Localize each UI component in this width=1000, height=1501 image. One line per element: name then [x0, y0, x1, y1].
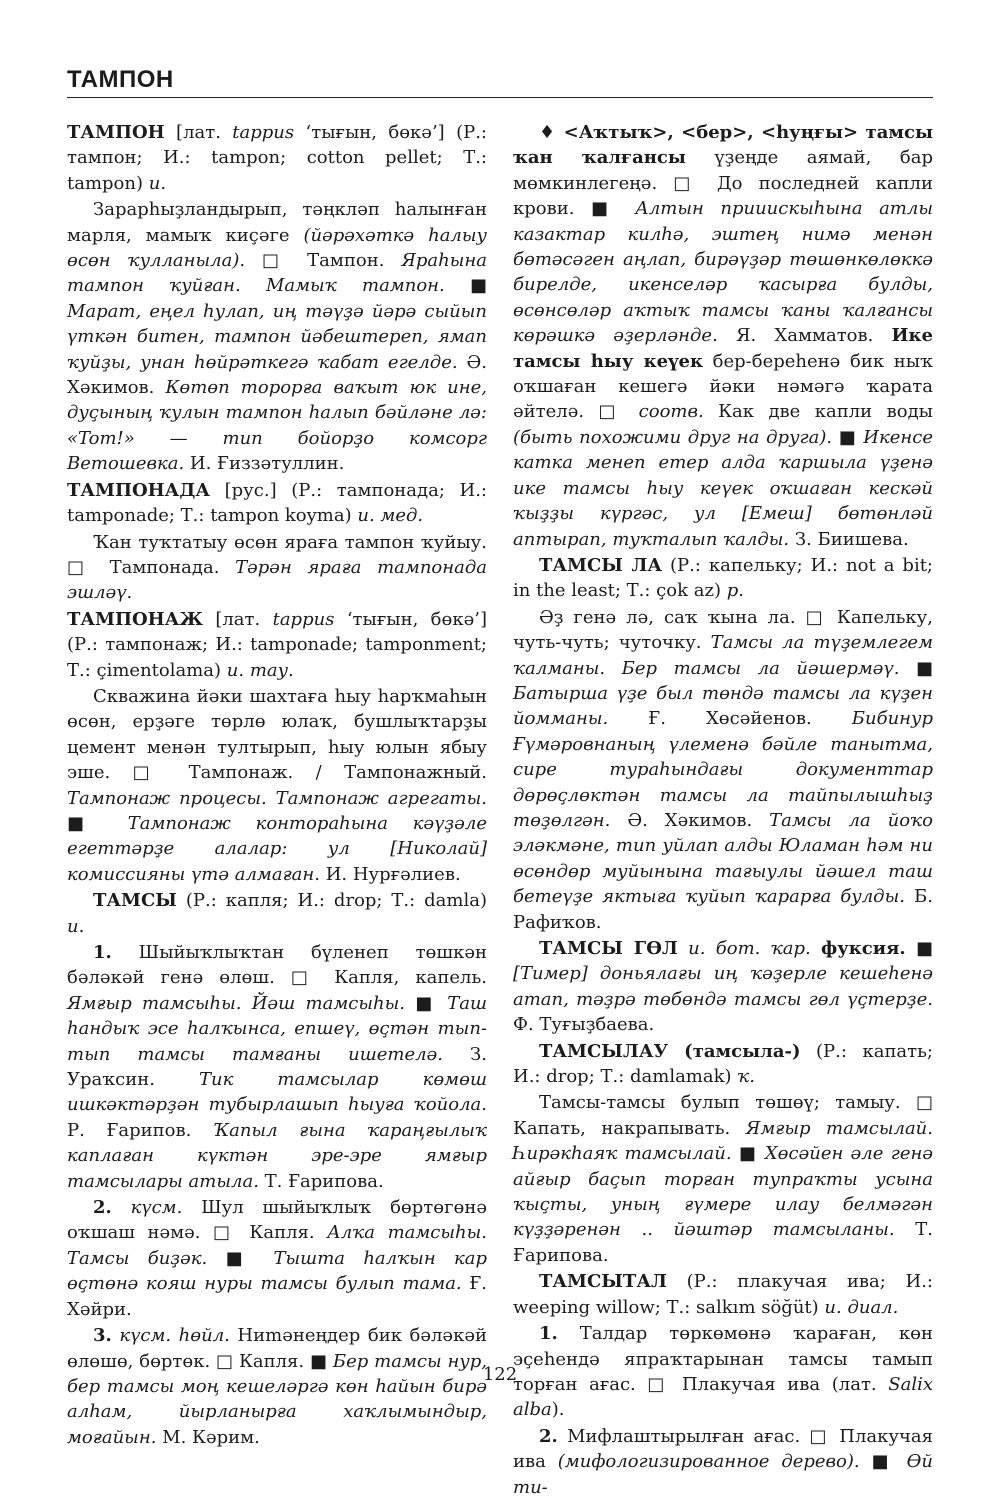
headword: ТАМСЫТАЛ	[539, 1271, 667, 1293]
headword: ТАМСЫЛАУ (тамсыла-)	[539, 1040, 801, 1062]
entry-tamsylau-header: ТАМСЫЛАУ (тамсыла-) (Р.: капать; И.: drop; Т.: damlamak) ҡ.	[513, 1040, 933, 1088]
left-column	[67, 120, 487, 1451]
running-head: ТАМПОН	[67, 66, 174, 93]
headword: ТАМПОН	[67, 122, 165, 143]
page-number: 122	[482, 1364, 518, 1385]
entry-tamponazh-definition: Скважина йәки шахтаға һыу һарҡмаһын өсөн, ерҙәге төрлө юлаҡ, бушлыҡтарҙы цемент менән тултырып, һыу юлын ябыу эше. □ Тампонаж. / Тампонажный. Тампонаж процесы. Тампонаж агрегаты. ■ Тампонаж контораһына кәүҙәле егеттәрҙе алалар: ул [Николай] комиссияны үтә алмаған. И. Нурғәлиев.	[67, 685, 487, 885]
headword: ТАМПОНАДА	[67, 479, 210, 501]
right-column	[513, 120, 933, 1501]
entry-tamponada-definition: Ҡан туҡтатыу өсөн яраға тампон ҡуйыу. □ Тампонада. Тәрән яраға тампонада эшләү.	[67, 531, 487, 604]
headword: ТАМСЫ ЛА	[539, 554, 663, 576]
entry-tamsy-sense-3: 3. күсм. һөйл. Ниmәнеңдер бик бәләкәй өлөшө, бөртөк. □ Капля. ■ Бер тамсы нур, бер тамсы моң кешеләргә көн һайын бирә алһам, йырланырға хаҡлымындыр, моғайын. М. Кәрим.	[67, 1325, 487, 1448]
entry-tamsytal-sense-1: 1. Талдар төркөмөнә ҡараған, көн эҫеһендә япраҡтарынан тамсы тамып торған ағас. □ Плакучая ива (лат. Salix alba).	[513, 1323, 933, 1421]
entry-tamsytal-header: ТАМСЫТАЛ (Р.: плакучая ива; И.: weeping willow; Т.: salkım söğüt) и. диал.	[513, 1271, 933, 1318]
entry-tamsy-sense-1: 1. Шыйыҡлыҡтан бүленеп төшкән бәләкәй генә өлөш. □ Капля, капель. Ямғыр тамсыһы. Йәш тамсыһы. ■ Таш һандыҡ эсе һалҡынса, епшеү, өҫтән тып-тып тамсы тамғаны ишетелә. З. Ураҡсин. Тик тамсылар көмөш ишкәктәрҙән тубырлашып һыуға ҡойола. Р. Ғарипов. Ҡапыл ғына ҡараңғылыҡ каплаған күктән эре-эре ямғыр тамсылары атыла. Т. Ғарипова.	[67, 942, 488, 1192]
entry-tampon-header: ТАМПОН [лат. tappus ‘тығын, бөкә’] (Р.: тампон; И.: tampon; cotton pellet; Т.: tampon) и.	[67, 122, 487, 194]
entry-tamponazh-header: ТАМПОНАЖ [лат. tappus ‘тығын, бөкә’] (Р.: тампонаж; И.: tamponade; tamponment; Т.: çimentolama) и. тау.	[67, 608, 487, 681]
entry-tamsytal-sense-2: 2. Мифлаштырылған ағас. □ Плакучая ива (мифологизированное дерево). ■ Өй ти-	[513, 1425, 933, 1498]
entry-tamponada-header: ТАМПОНАДА [рус.] (Р.: тампонада; И.: tamponade; Т.: tampon koyma) и. мед.	[67, 479, 487, 527]
headword: ТАМСЫ ГӨЛ	[539, 938, 678, 959]
entry-tamsy-la-definition: Әҙ генә лә, саҡ ҡына ла. □ Капельку, чуть-чуть; чуточку. Тамсы ла түҙемлегем ҡалманы. Бер тамсы ла йәшермәү. ■ Батырша үҙе был төндә тамсы ла күҙен йомманы. Ғ. Хөсәйенов. Бибинур Ғүмәровнаның үлеменә бәйле танытма, сире турaһындағы документтар дөрөҫлөктән тамсы ла тайпылышһыҙ төҙөлгән. Ә. Хәкимов. Тамсы ла йоҡо эләкмәне, тип уйлап алды Юламан һәм ни өсөндөр муйынына тағыулы йәшел таш бетеүҙе яктыға ҡуйып ҡарарға булды. Б. Рафиҡов.	[513, 606, 933, 933]
entry-tamsy-header: ТАМСЫ (Р.: капля; И.: drop; Т.: damla) и.	[67, 890, 487, 937]
idiom-aktyk-tamsy: ♦ <Аҡтыҡ>, <бер>, <һуңғы> тамсы ҡан ҡалғансы үҙеңде аямай, бар мөмкинлегеңә. □ До последней капли крови. ■ Алтын прииискыһына атлы казактар килһә, эштең нимә менән бөтәсәген аңлап, бирәүҙәр төшөнкөлөккә бирелде, икенселәр ҡасырға булды, өсөнсөләр аҡтыҡ тамсы ҡаны ҡалғансы көрәшкә әҙерләнде. Я. Хамматов. Ике тамсы һыу кеүек бер-береһенә бик ныҡ оҡшаған кешегә йәки нәмәгә ҡарата әйтелә. □ соотв. Как две капли воды (быть похожими друг на друга). ■ Икенсе катка менеп етер алда ҡаршыла үҙенә ике тамсы һыу кеүек оҡшаған кескәй ҡыҙҙы күргәс, ул [Емеш] бөтөнләй аптырап, туҡталып ҡалды. З. Биишева.	[513, 122, 933, 550]
entry-tamsylau-definition: Тамсы-тамсы булып төшөү; тамыу. □ Капать, накрапывать. Ямғыр тамсылай. Һирәкһаяҡ тамсылай. ■ Хөсәйен әле генә айғыр баҫып торған тупраҡты усына ҡыҫты, уның ғүмере илау белмәгән күҙҙәренән .. йәштәр тамсыланы. Т. Ғарипова.	[513, 1092, 933, 1266]
entry-tamsy-gol: ТАМСЫ ГӨЛ и. бот. ҡар. фуксия. ■ [Тимер] доньялағы иң ҡәҙерле кешеһенә атап, тәҙрә төбөндә тамсы гөл үҫтерҙе. Ф. Туғыҙбаева.	[513, 938, 933, 1036]
entry-tampon-definition: Зарарһыҙландырып, тәңкләп һалынған марля, мамыҡ киҫәге (йәрәхәткә һалыу өсөн ҡулланыла). □ Тампон. Яраһына тампон ҡуйған. Мамыҡ тампон. ■ Марат, еңел һулап, иң тәүҙә йәрә сыйып үткән битен, тампон йәбештереп, ямап ҡуйҙы, унан һөйрәткегә ҡабат егелде. Ә. Хәкимов. Көтөп торорға ваҡыт юк ине, дуҫының ҡулын тампон һалып бәйләне лә: «Tom!» — тип бойорҙо комсорг Ветошевка. И. Ғиззәтуллин.	[67, 199, 488, 475]
entry-tamsy-sense-2: 2. күсм. Шул шыйыҡлыҡ бөртөгөнә оҡшаш нәмә. □ Капля. Алҡа тамсыһы. Тамсы биҙәк. ■ Тышта һалҡын кар өҫтөнә кояш нуры тамсы булып тама. Ғ. Хәйри.	[67, 1197, 488, 1320]
headword: ТАМПОНАЖ	[67, 608, 203, 630]
entry-tamsy-la-header: ТАМСЫ ЛА (Р.: капельку; И.: not a bit; in the least; Т.: çok az) р.	[513, 554, 933, 602]
header-rule	[67, 97, 933, 98]
headword: ТАМСЫ	[93, 890, 177, 912]
